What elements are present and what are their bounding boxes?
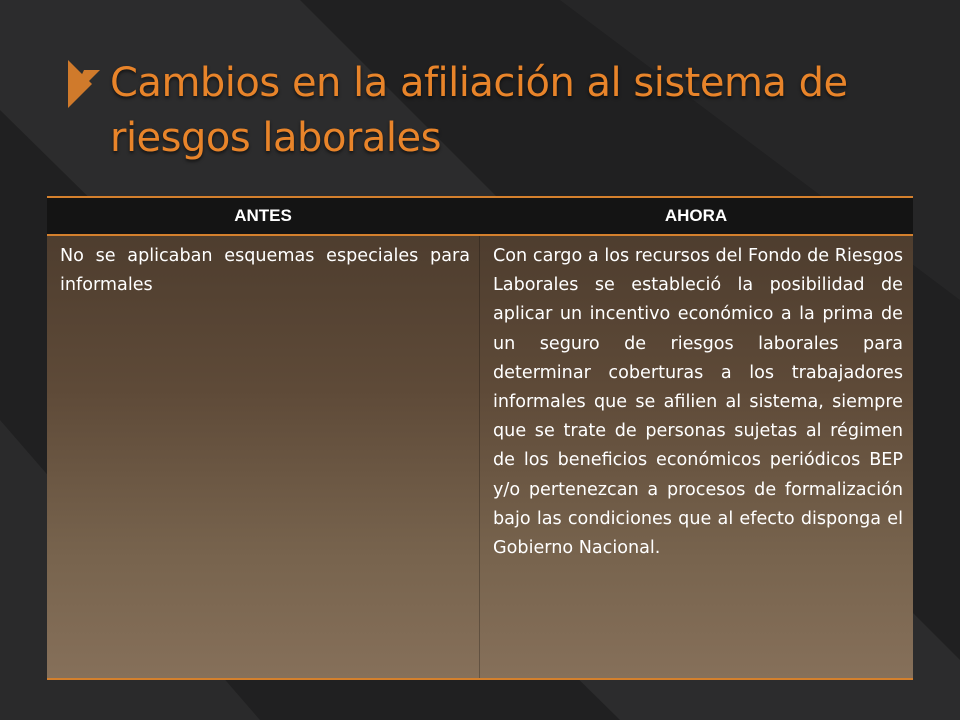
header-antes: ANTES	[234, 206, 292, 225]
column-divider	[479, 236, 480, 678]
table-header-rule	[47, 234, 913, 236]
table-bottom-rule	[47, 678, 913, 680]
cell-antes: No se aplicaban esquemas especiales para informales	[60, 246, 470, 296]
table-top-rule	[47, 196, 913, 198]
comparison-table	[47, 196, 913, 680]
table-header-row	[47, 198, 913, 234]
slide-title: Cambios en la afiliación al sistema de riesgos laborales	[110, 60, 848, 161]
header-ahora: AHORA	[664, 206, 728, 225]
cell-ahora: Con cargo a los recursos del Fondo de Riesgos Laborales se estableció la posibilidad de aplicar un incentivo económico a la prima de un seguro de riesgos laborales para determinar coberturas a los trabajadores informales que se afilien al sistema, siempre que se trate de personas sujetas al régimen de los beneficios económicos periódicos BEP y/o pertenezcan a procesos de formalización bajo las condiciones que al efecto disponga el Gobierno Nacional.	[493, 246, 903, 559]
